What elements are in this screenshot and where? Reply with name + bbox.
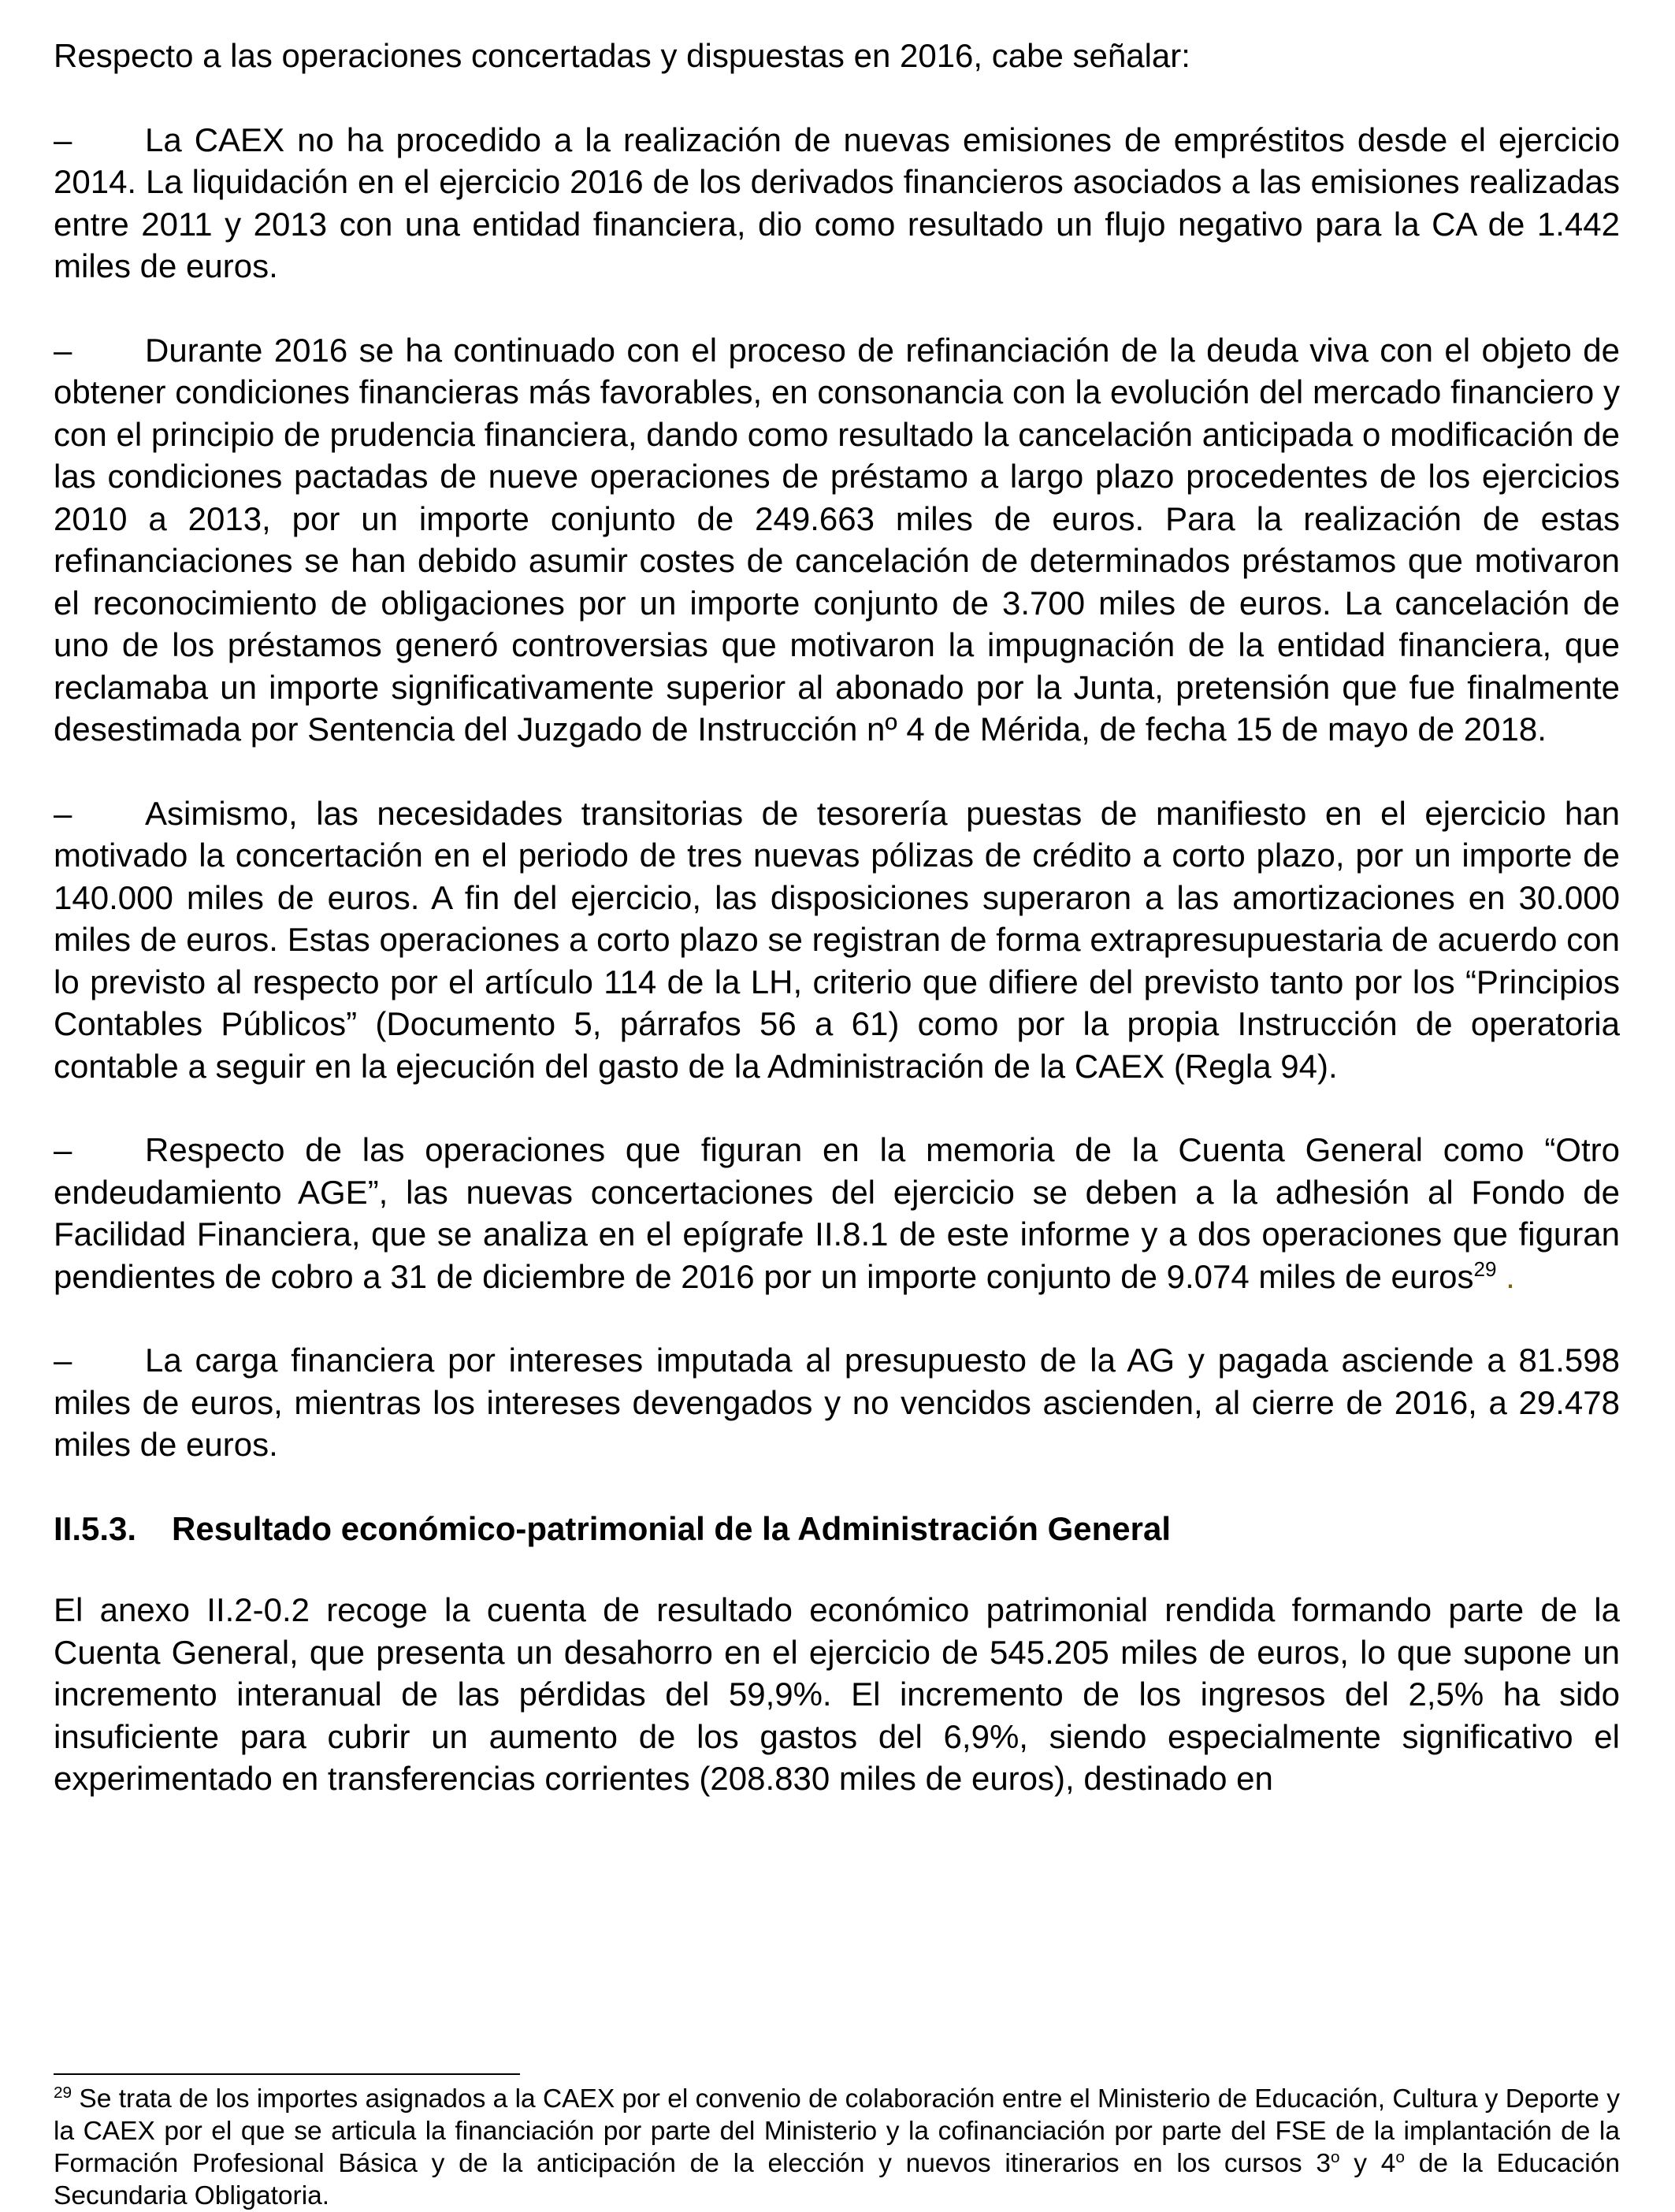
footnote-text-part: y 4: [1339, 2149, 1396, 2178]
bullet-item: [54, 792, 1620, 1088]
section-title: Resultado económico-patrimonial de la Administración General: [172, 1509, 1172, 1547]
footnote-text: [54, 2083, 1620, 2212]
bullet-item: [54, 329, 1620, 751]
dash-bullet-icon: –: [54, 1131, 72, 1168]
ordinal-superscript: o: [1395, 2147, 1405, 2166]
bullet-text: La carga financiera por intereses imputada al presupuesto de la AG y pagada asciende a 81.598 miles de euros, mientras los intereses devengados y no vencidos ascienden, al cierre de 2016, a 29.478 miles de euros.: [54, 1342, 1620, 1463]
dash-bullet-icon: –: [54, 794, 72, 832]
bullet-text: Asimismo, las necesidades transitorias de tesorería puestas de manifiesto en el ejercicio han motivado la concertación en el periodo de tres nuevas pólizas de crédito a corto plazo, por un importe de 140.000 miles de euros. A fin del ejercicio, las disposiciones superaron a las amortizaciones en 30.000 miles de euros. Estas operaciones a corto plazo se registran de forma extrapresupuestaria de acuerdo con lo previsto al respecto por el artículo 114 de la LH, criterio que difiere del previsto tanto por los “Principios Contables Públicos” (Documento 5, párrafos 56 a 61) como por la propia Instrucción de operatoria contable a seguir en la ejecución del gasto de la Administración de la CAEX (Regla 94).: [54, 794, 1620, 1085]
bullet-item: [54, 119, 1620, 288]
dash-bullet-icon: –: [54, 1342, 72, 1379]
document-page: [54, 35, 1620, 1800]
dash-bullet-icon: –: [54, 331, 72, 369]
footnote-reference[interactable]: 29: [1473, 1256, 1497, 1281]
bullet-text: La CAEX no ha procedido a la realización de nuevas emisiones de empréstitos desde el ejercicio 2014. La liquidación en el ejercicio 2016 de los derivados financieros asociados a las emisiones realizadas entre 2011 y 2013 con una entidad financiera, dio como resultado un flujo negativo para la CA de 1.442 miles de euros.: [54, 121, 1620, 284]
section-number: II.5.3.: [54, 1509, 137, 1547]
bullet-text: Durante 2016 se ha continuado con el proceso de refinanciación de la deuda viva con el objeto de obtener condiciones financieras más favorables, en consonancia con la evolución del mercado financiero y con el principio de prudencia financiera, dando como resultado la cancelación anticipada o modificación de las condiciones pactadas de nueve operaciones de préstamo a largo plazo procedentes de los ejercicios 2010 a 2013, por un importe conjunto de 249.663 miles de euros. Para la realización de estas refinanciaciones se han debido asumir costes de cancelación de determinados préstamos que motivaron el reconocimiento de obligaciones por un importe conjunto de 3.700 miles de euros. La cancelación de uno de los préstamos generó controversias que motivaron la impugnación de la entidad financiera, que reclamaba un importe significativamente superior al abonado por la Junta, pretensión que fue finalmente desestimada por Sentencia del Juzgado de Instrucción nº 4 de Mérida, de fecha 15 de mayo de 2018.: [54, 331, 1620, 748]
section-heading: [54, 1508, 1620, 1550]
bullet-item: [54, 1129, 1620, 1297]
bullet-text: Respecto de las operaciones que figuran en la memoria de la Cuenta General como “Otro endeudamiento AGE”, las nuevas concertaciones del ejercicio se deben a la adhesión al Fondo de Facilidad Financiera, que se analiza en el epígrafe II.8.1 de este informe y a dos operaciones que figuran pendientes de cobro a 31 de diciembre de 2016 por un importe conjunto de 9.074 miles de euros: [54, 1131, 1620, 1295]
footnote-text-part: de la Educación Secundaria Obligatoria.: [54, 2149, 1620, 2210]
footnote-reference-tail: .: [1496, 1257, 1515, 1295]
footnote-divider: [54, 2073, 520, 2075]
ordinal-superscript: o: [1330, 2147, 1340, 2166]
footnote-number: 29: [54, 2083, 72, 2102]
section-paragraph: El anexo II.2-0.2 recoge la cuenta de resultado económico patrimonial rendida formando parte de la Cuenta General, que presenta un desahorro en el ejercicio de 545.205 miles de euros, lo que supone un incremento interanual de las pérdidas del 59,9%. El incremento de los ingresos del 2,5% ha sido insuficiente para cubrir un aumento de los gastos del 6,9%, siendo especialmente significativo el experimentado en transferencias corrientes (208.830 miles de euros), destinado en: [54, 1591, 1620, 1797]
footnote-text-part: Se trata de los importes asignados a la CAEX por el convenio de colaboración entre el Ministerio de Educación, Cultura y Deporte y la CAEX por el que se articula la financiación por parte del Ministerio y la cofinanciación por parte del FSE de la implantación de la Formación Profesional Básica y de la anticipación de la elección y nuevos itinerarios en los cursos 3: [54, 2084, 1620, 2178]
footnote: [54, 2083, 1620, 2212]
bullet-item: [54, 1339, 1620, 1466]
intro-paragraph: Respecto a las operaciones concertadas y dispuestas en 2016, cabe señalar:: [54, 37, 1190, 74]
dash-bullet-icon: –: [54, 121, 72, 158]
